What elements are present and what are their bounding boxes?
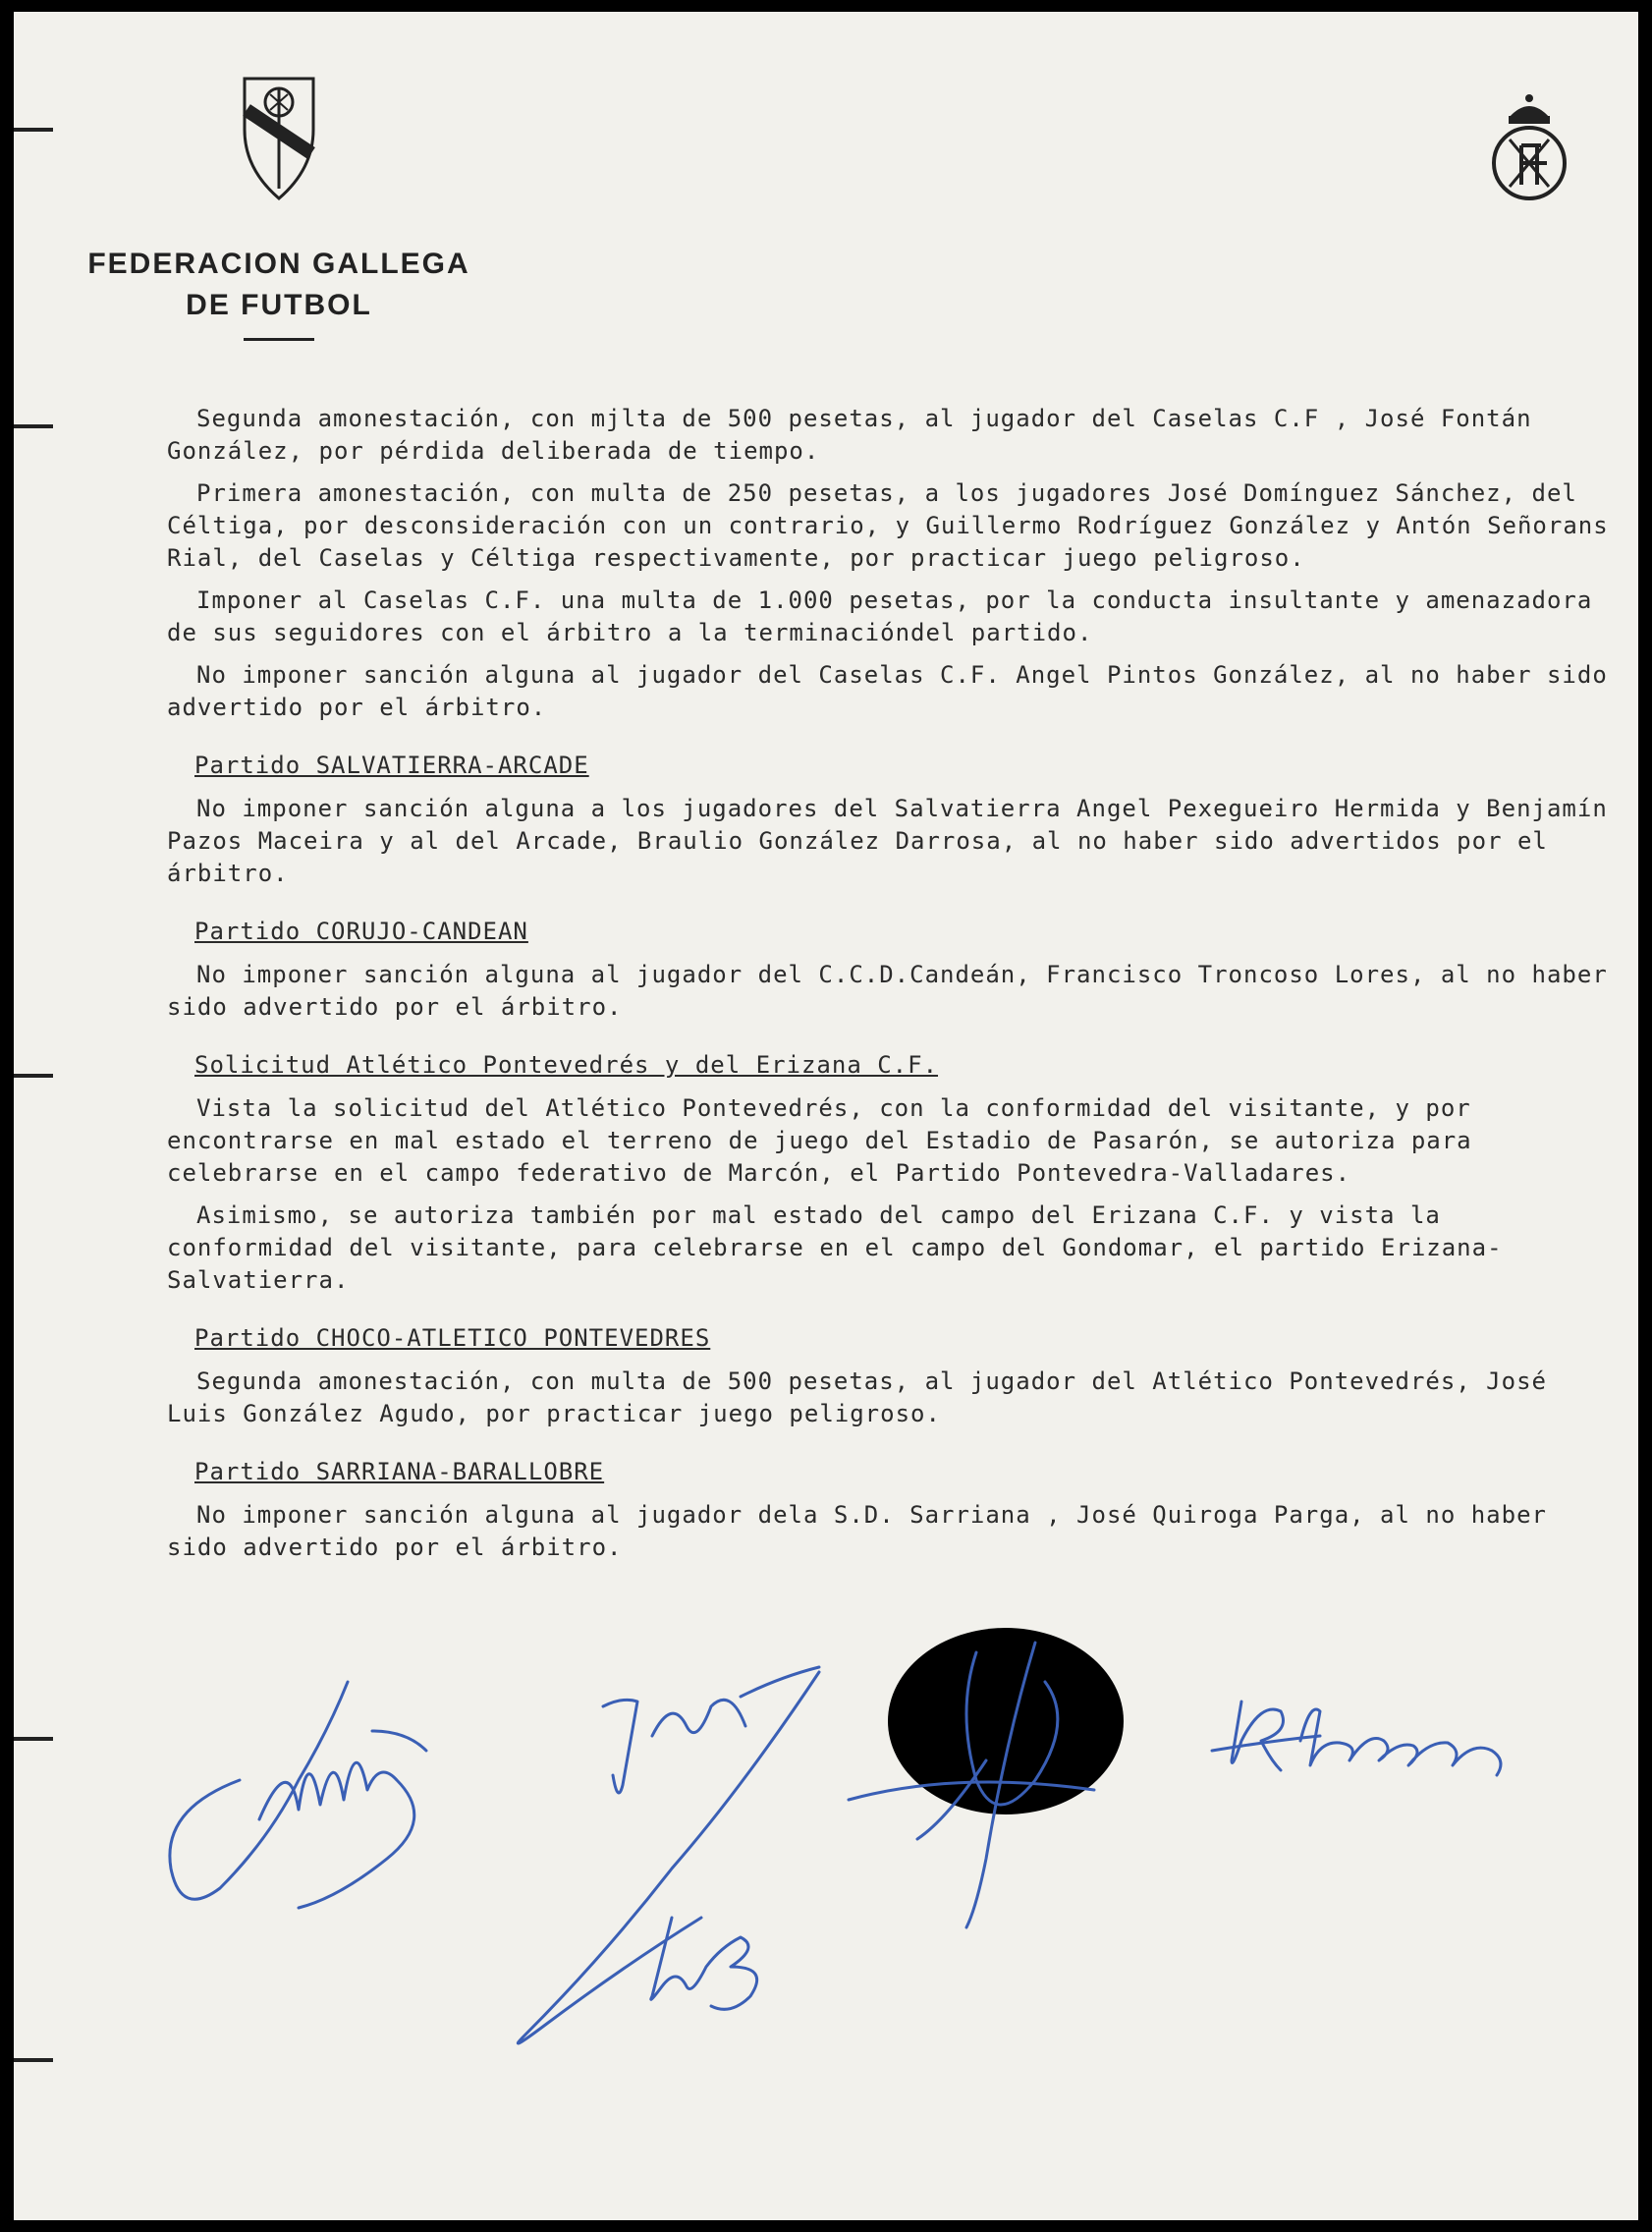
section-paragraph: No imponer sanción alguna al jugador dela S.D. Sarriana , José Quiroga Parga, al no haber sido advertido por el árbitro.: [167, 1501, 1547, 1561]
resolution-paragraph: No imponer sanción alguna al jugador del Caselas C.F. Angel Pintos González, al no haber sido advertido por el árbitro.: [167, 661, 1608, 721]
section-paragraph: No imponer sanción alguna al jugador del C.C.D.Candeán, Francisco Troncoso Lores, al no haber sido advertido por el árbitro.: [167, 961, 1608, 1021]
federation-name-line2: DE FUTBOL: [186, 289, 372, 321]
section-paragraph: Asimismo, se autoriza también por mal estado del campo del Erizana C.F. y vista la conformidad del visitante, para celebrarse en el campo del Gondomar, el partido Erizana-Salvatierra.: [167, 1201, 1503, 1294]
binder-hole-mark: [14, 128, 53, 132]
galician-football-federation-shield-icon: [237, 71, 321, 208]
signature-4-icon: [839, 1623, 1192, 1937]
signature-5-icon: [1212, 1682, 1546, 1839]
binder-hole-mark: [14, 1737, 53, 1741]
document-page: [14, 12, 1638, 2220]
signature-3-icon: [505, 1672, 829, 2085]
section-title-solicitud-pontevedres-erizana: Solicitud Atlético Pontevedrés y del Erizana C.F.: [194, 1051, 939, 1079]
federation-letterhead: [73, 71, 485, 341]
signature-1-icon: [151, 1672, 466, 1927]
section-title-salvatierra-arcade: Partido SALVATIERRA-ARCADE: [194, 752, 589, 779]
resolution-body: [167, 403, 1611, 1574]
section-paragraph: Vista la solicitud del Atlético Pontevedrés, con la conformidad del visitante, y por encontrarse en mal estado el terreno de juego del Estadio de Pasarón, se autoriza para celebrarse en el campo federativo de Marcón, el Partido Pontevedra-Valladares.: [167, 1094, 1472, 1187]
section-title-choco-atletico-pontevedres: Partido CHOCO-ATLETICO PONTEVEDRES: [194, 1324, 711, 1352]
resolution-paragraph: Primera amonestación, con multa de 250 pesetas, a los jugadores José Domínguez Sánchez, del Céltiga, por desconsideración con un contrario, y Guillermo Rodríguez González y Antón Señorans Rial, del Caselas y Céltiga respectivamente, por practicar juego peligroso.: [167, 479, 1609, 572]
resolution-paragraph: Segunda amonestación, con mjlta de 500 pesetas, al jugador del Caselas C.F , José Fontán González, por pérdida deliberada de tiempo.: [167, 405, 1532, 465]
binder-hole-mark: [14, 2058, 53, 2062]
resolution-paragraph: Imponer al Caselas C.F. una multa de 1.000 pesetas, por la conducta insultante y amenazadora de sus seguidores con el árbitro a la terminacióndel partido.: [167, 586, 1593, 646]
binder-hole-mark: [14, 1074, 53, 1078]
section-title-corujo-candean: Partido CORUJO-CANDEAN: [194, 918, 528, 945]
rfef-crowned-crest-icon: [1487, 90, 1571, 208]
section-paragraph: No imponer sanción alguna a los jugadores del Salvatierra Angel Pexegueiro Hermida y Benjamín Pazos Maceira y al del Arcade, Braulio González Darrosa, al no haber sido advertidos por el árbitro.: [167, 795, 1608, 887]
header-divider: [244, 338, 314, 341]
section-title-sarriana-barallobre: Partido SARRIANA-BARALLOBRE: [194, 1458, 605, 1485]
federation-name-line1: FEDERACION GALLEGA: [87, 248, 470, 280]
binder-hole-mark: [14, 424, 53, 428]
section-paragraph: Segunda amonestación, con multa de 500 pesetas, al jugador del Atlético Pontevedrés, José Luis González Agudo, por practicar juego peligroso.: [167, 1367, 1547, 1427]
